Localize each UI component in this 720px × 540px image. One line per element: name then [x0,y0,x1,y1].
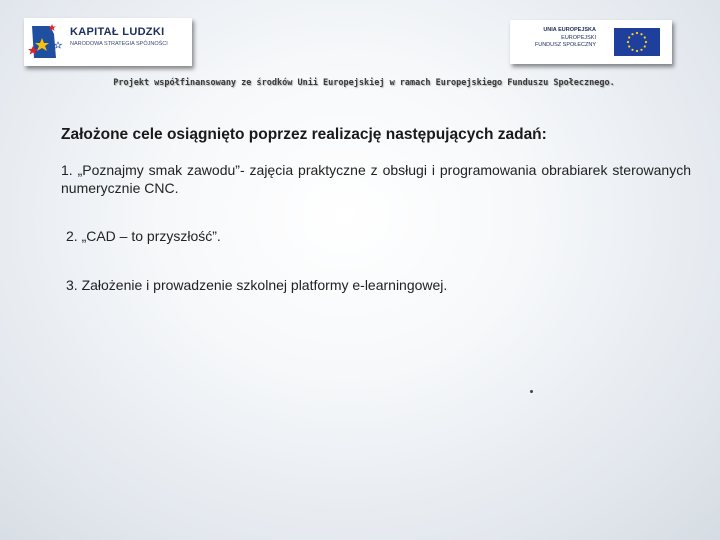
eu-star-icon [644,45,646,47]
eu-logo-line2: EUROPEJSKI [561,34,596,41]
task-item-2: 2. „CAD – to przyszłość”. [66,228,221,244]
kapital-ludzki-subtitle: NARODOWA STRATEGIA SPÓJNOŚCI [70,41,168,47]
task-item-3: 3. Założenie i prowadzenie szkolnej platformy e-learningowej. [66,277,448,293]
eu-star-icon [631,49,633,51]
kapital-ludzki-star-icon [28,20,64,64]
eu-star-icon [631,33,633,35]
eu-flag-icon [614,28,660,56]
eu-star-icon [645,41,647,43]
eu-logo-line1: UNIA EUROPEJSKA [543,27,596,33]
eu-star-icon [636,32,638,34]
cofinancing-banner: Projekt współfinansowany ze środków Unii Europejskiej w ramach Europejskiego Funduszu Społecznego. [113,78,615,88]
page-heading: Założone cele osiągnięto poprzez realizację następujących zadań: [61,126,547,143]
kapital-ludzki-title: KAPITAŁ LUDZKI [70,26,165,38]
eu-star-icon [628,45,630,47]
eu-logo-text [512,27,596,50]
eu-logo-line3: FUNDUSZ SPOŁECZNY [534,42,596,48]
task-item-1: 1. „Poznajmy smak zawodu”- zajęcia praktyczne z obsługi i programowania obrabiarek sterowanych numerycznie CNC. [61,162,691,196]
eu-star-icon [640,33,642,35]
eu-star-icon [640,49,642,51]
eu-logo [510,20,672,64]
eu-star-icon [627,41,629,43]
eu-star-icon [636,50,638,52]
eu-star-icon [628,36,630,38]
kapital-ludzki-logo [24,18,192,66]
eu-star-icon [644,36,646,38]
stray-dot [530,390,533,393]
